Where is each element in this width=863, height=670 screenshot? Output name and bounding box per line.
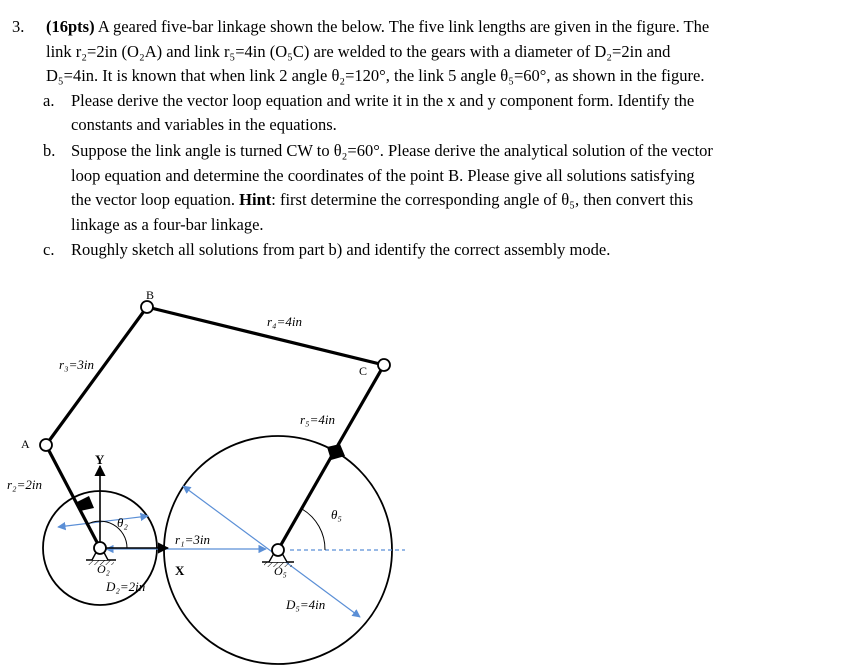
hint-label: Hint: [239, 190, 272, 209]
theta5-arc: [302, 509, 325, 550]
joint-A: [40, 439, 52, 451]
label-axis-X: X: [175, 563, 185, 578]
label-theta2: θ₂: [117, 515, 128, 530]
joint-C: [378, 359, 390, 371]
label-point-A: A: [21, 437, 30, 451]
part-c-label: c.: [43, 240, 55, 259]
hint-text: : first determine the corresponding angle of θ₅, then convert this: [271, 190, 694, 209]
part-a-line-1: Please derive the vector loop equation and write it in the x and y component form. Identify the: [71, 90, 695, 110]
label-point-C: C: [359, 364, 368, 378]
part-b-line-1: Suppose the link angle is turned CW to θ₂=60°. Please derive the analytical solution of the vector: [71, 141, 713, 160]
label-point-B: B: [146, 288, 155, 302]
label-r5: r₅=4in: [300, 412, 335, 427]
intro-text-1: A geared five-bar linkage shown the below. The five link lengths are given in the figure. The: [97, 17, 710, 36]
intro-line-2: link r₂=2in (O₂A) and link r₅=4in (O₅C) are welded to the gears with a diameter of D₂=2in and: [46, 41, 671, 61]
intro-line-3: D₅=4in. It is known that when link 2 angle θ₂=120°, the link 5 angle θ₅=60°, as shown in the figure.: [46, 66, 705, 85]
question-number: 3.: [12, 17, 25, 36]
points-label: (16pts): [46, 17, 95, 36]
label-O5: O₅: [274, 564, 287, 578]
link-r2: [46, 445, 100, 548]
label-r2: r₂=2in: [7, 477, 42, 492]
part-b-label: b.: [43, 141, 56, 160]
label-D2: D₂=2in: [106, 579, 146, 594]
label-D5: D₅=4in: [286, 597, 326, 612]
intro-line-1: [46, 15, 709, 40]
label-r1: r₁=3in: [175, 532, 210, 547]
part-b-line-3: [71, 188, 693, 213]
linkage-figure: [0, 280, 863, 670]
label-O2: O₂: [97, 562, 110, 576]
linkage-diagram: [0, 280, 863, 670]
part-b-line-4: linkage as a four-bar linkage.: [71, 214, 264, 234]
part-b-line-3-text: the vector loop equation.: [71, 190, 240, 209]
link-r5-lower: [278, 452, 334, 550]
label-r3: r₃=3in: [59, 357, 94, 372]
link-r4: [147, 307, 384, 365]
part-a-label: a.: [43, 90, 55, 110]
link-r3: [46, 307, 147, 445]
part-a-line-2: constants and variables in the equations.: [71, 115, 337, 134]
label-axis-Y: Y: [95, 452, 105, 467]
label-r4: r₄=4in: [267, 314, 302, 329]
part-b-line-2: loop equation and determine the coordinates of the point B. Please give all solutions satisfying: [71, 165, 695, 185]
part-c-line-1: Roughly sketch all solutions from part b) and identify the correct assembly mode.: [71, 240, 611, 259]
label-theta5: θ₅: [331, 507, 342, 522]
